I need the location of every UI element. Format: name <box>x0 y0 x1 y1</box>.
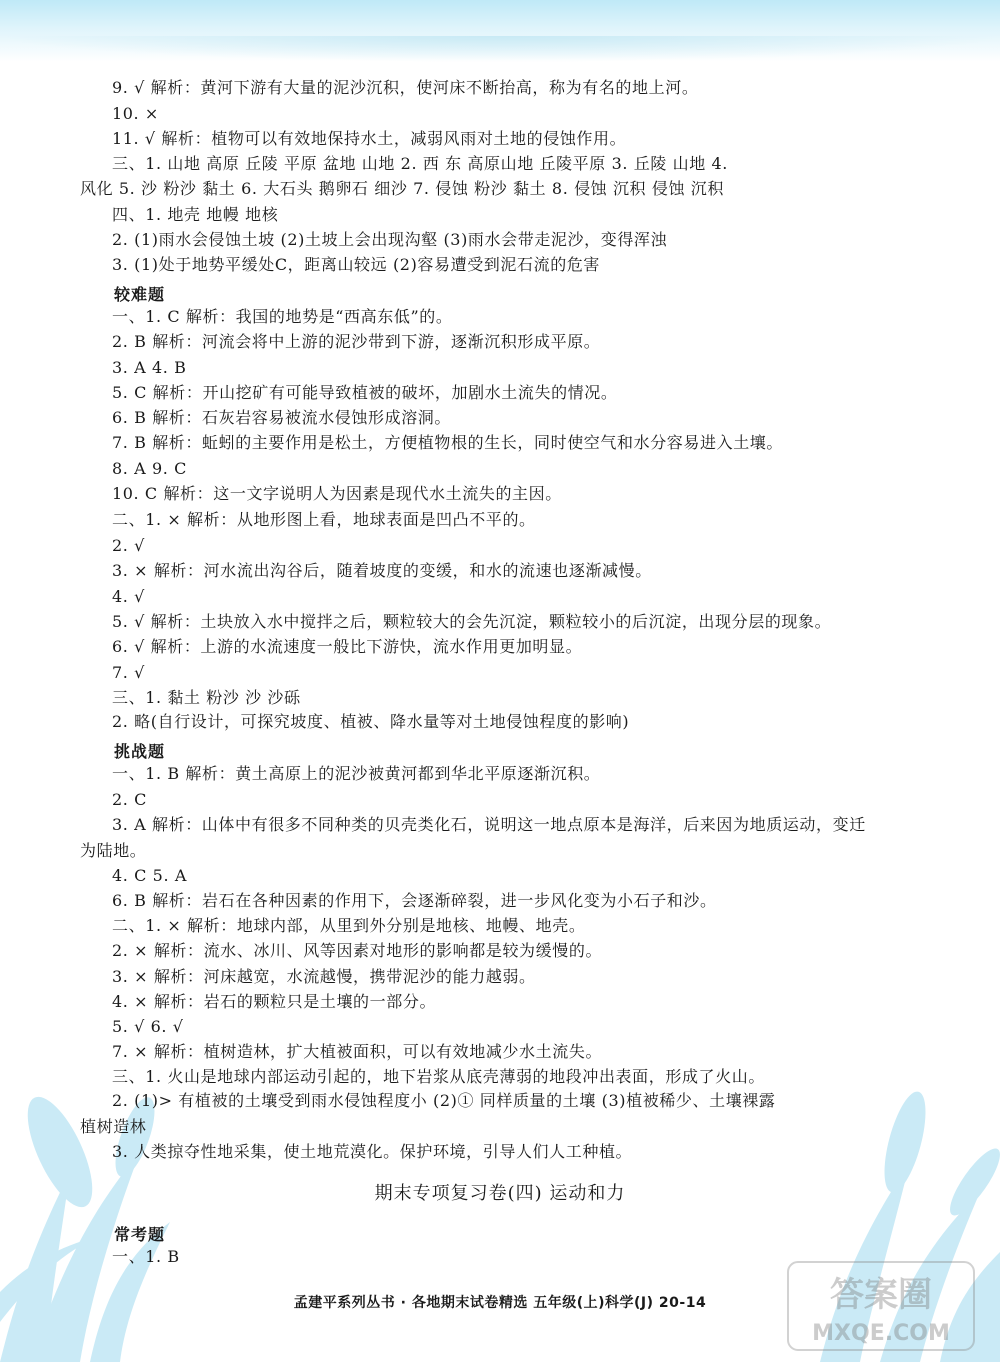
answer-line: 3. (1)处于地势平缓处C，距离山较远 (2)容易遭受到泥石流的危害 <box>112 255 601 274</box>
answer-line: 5. C 解析：开山挖矿有可能导致植被的破坏，加剧水土流失的情况。 <box>112 383 618 402</box>
answer-line: 三、1. 火山是地球内部运动引起的，地下岩浆从底壳薄弱的地段冲出表面，形成了火山。 <box>112 1067 765 1086</box>
answer-line: 8. A 9. C <box>112 459 187 478</box>
answer-line: 一、1. B 解析：黄土高原上的泥沙被黄河都到华北平原逐渐沉积。 <box>112 764 601 783</box>
answer-line: 为陆地。 <box>80 841 147 860</box>
section-title: 期末专项复习卷(四) 运动和力 <box>374 1183 626 1204</box>
answer-line: 2. C <box>112 790 147 809</box>
watermark-logo <box>786 1260 976 1352</box>
sub-heading: 常考题 <box>114 1225 166 1244</box>
answer-line: 2. × 解析：流水、冰川、风等因素对地形的影响都是较为缓慢的。 <box>112 941 603 960</box>
answer-line: 三、1. 黏土 粉沙 沙 沙砾 <box>112 688 301 707</box>
answer-line: 6. B 解析：石灰岩容易被流水侵蚀形成溶洞。 <box>112 408 451 427</box>
answer-line: 二、1. × 解析：地球内部，从里到外分别是地核、地幔、地壳。 <box>112 916 586 935</box>
answer-line: 4. √ <box>112 587 145 606</box>
answer-line: 7. B 解析：蚯蚓的主要作用是松土，方便植物根的生长，同时使空气和水分容易进入土壤。 <box>112 433 783 452</box>
answer-line: 4. C 5. A <box>112 866 187 885</box>
answer-line: 10. × <box>112 104 159 123</box>
answer-line: 4. × 解析：岩石的颗粒只是土壤的一部分。 <box>112 992 437 1011</box>
answer-line: 3. × 解析：河水流出沟谷后，随着坡度的变缓，和水的流速也逐渐减慢。 <box>112 561 652 580</box>
answer-line: 3. A 解析：山体中有很多不同种类的贝壳类化石，说明这一地点原本是海洋，后来因为地质运动，变迁 <box>112 815 866 834</box>
answer-line: 2. (1)雨水会侵蚀土坡 (2)土坡上会出现沟壑 (3)雨水会带走泥沙，变得浑浊 <box>112 230 668 249</box>
answer-line: 3. × 解析：河床越宽，水流越慢，携带泥沙的能力越弱。 <box>112 967 536 986</box>
answer-line: 植树造林 <box>80 1117 147 1136</box>
answer-line: 10. C 解析：这一文字说明人为因素是现代水土流失的主因。 <box>112 484 562 503</box>
answer-line: 三、1. 山地 高原 丘陵 平原 盆地 山地 2. 西 东 高原山地 丘陵平原 3. 丘陵 山地 4. <box>112 154 728 173</box>
answer-line: 7. × 解析：植树造林，扩大植被面积，可以有效地减少水土流失。 <box>112 1042 603 1061</box>
answer-line: 二、1. × 解析：从地形图上看，地球表面是凹凸不平的。 <box>112 510 536 529</box>
page-footer: 孟建平系列丛书 · 各地期末试卷精选 五年级(上)科学(J) 20-14 <box>293 1295 707 1311</box>
answer-line: 5. √ 6. √ <box>112 1017 184 1036</box>
answer-line: 5. √ 解析：土块放入水中搅拌之后，颗粒较大的会先沉淀，颗粒较小的后沉淀，出现分层的现象。 <box>112 612 832 631</box>
answer-line: 一、1. C 解析：我国的地势是“西高东低”的。 <box>112 307 453 326</box>
answer-line: 11. √ 解析：植物可以有效地保持水土，减弱风雨对土地的侵蚀作用。 <box>112 129 627 148</box>
answer-line: 四、1. 地壳 地幔 地核 <box>112 205 279 224</box>
answer-line: 风化 5. 沙 粉沙 黏土 6. 大石头 鹅卵石 细沙 7. 侵蚀 粉沙 黏土 8. 侵蚀 沉积 侵蚀 沉积 <box>80 179 724 198</box>
section-heading: 挑战题 <box>114 742 166 761</box>
answer-line: 3. 人类掠夺性地采集，使土地荒漠化。保护环境，引导人们人工种植。 <box>112 1142 633 1161</box>
watermark-top: 答案圈 <box>830 1275 932 1315</box>
answer-line: 2. B 解析：河流会将中上游的泥沙带到下游，逐渐沉积形成平原。 <box>112 332 601 351</box>
answer-line: 2. √ <box>112 536 145 555</box>
answer-line: 7. √ <box>112 663 145 682</box>
section-heading: 较难题 <box>114 285 166 304</box>
answer-line: 一、1. B <box>112 1247 180 1266</box>
answer-line: 2. 略(自行设计，可探究坡度、植被、降水量等对土地侵蚀程度的影响) <box>112 712 630 731</box>
top-decorative-band <box>0 0 1000 62</box>
answer-line: 3. A 4. B <box>112 358 187 377</box>
answer-line: 2. (1)> 有植被的土壤受到雨水侵蚀程度小 (2)① 同样质量的土壤 (3)植被稀少、土壤裸露 <box>112 1091 776 1110</box>
answer-line: 6. √ 解析：上游的水流速度一般比下游快，流水作用更加明显。 <box>112 637 583 656</box>
answer-line: 9. √ 解析：黄河下游有大量的泥沙沉积，使河床不断抬高，称为有名的地上河。 <box>112 78 699 97</box>
watermark-bottom: MXQE.COM <box>812 1321 950 1346</box>
answer-line: 6. B 解析：岩石在各种因素的作用下，会逐渐碎裂，进一步风化变为小石子和沙。 <box>112 891 717 910</box>
